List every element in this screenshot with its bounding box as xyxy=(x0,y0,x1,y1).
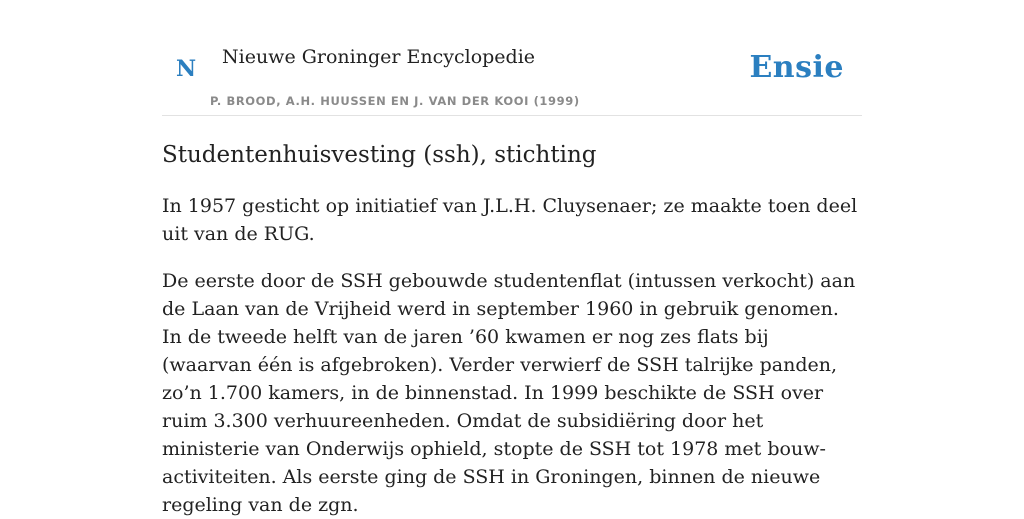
book-header xyxy=(162,0,862,116)
entry-title: Studentenhuisvesting (ssh), stichting xyxy=(162,142,597,168)
book-letter-icon: N xyxy=(176,56,197,82)
brand-logo[interactable]: Ensie xyxy=(749,50,844,85)
entry-paragraph-2: De eerste door de SSH gebouwde studentenflat (intussen verkocht) aan de Laan van de Vrijheid werd in september 1960 in gebruik genomen. In de tweede helft van de jaren ’60 kwamen er nog zes flats bij (waarvan één is afgebroken). Verder verwierf de SSH talrijke panden, zo’n 1.700 kamers, in de binnenstad. In 1999 beschikte de SSH over ruim 3.300 verhuureenheden. Omdat de subsidiëring door het ministerie van Onderwijs ophield, stopte de SSH tot 1978 met bouw-activiteiten. Als eerste ging de SSH in Groningen, binnen de nieuwe regeling van de zgn. xyxy=(162,270,856,516)
book-title-link[interactable]: Nieuwe Groninger Encyclopedie xyxy=(222,46,536,68)
entry-paragraph-1: In 1957 gesticht op initiatief van J.L.H. Cluysenaer; ze maakte toen deel uit van de RUG. xyxy=(162,195,858,245)
book-authors: P. BROOD, A.H. HUUSSEN EN J. VAN DER KOOI (1999) xyxy=(210,94,580,108)
page-container xyxy=(162,0,862,519)
